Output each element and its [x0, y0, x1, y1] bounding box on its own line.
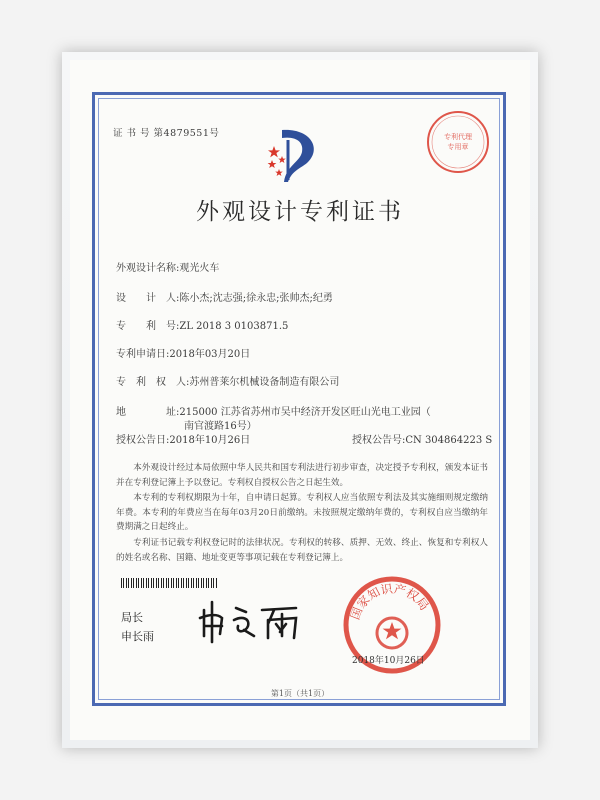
- field-label: 授权公告日:: [116, 435, 170, 446]
- field-label: 专 利 权 人:: [116, 377, 190, 388]
- field-label: 设 计 人:: [116, 293, 180, 304]
- page-title: 外观设计专利证书: [196, 199, 404, 225]
- paragraph: 本外观设计经过本局依照中华人民共和国专利法进行初步审查，决定授予专利权，颁发本证书并在专利登记簿上予以登记。专利权自授权公告之日起生效。: [116, 463, 488, 488]
- barcode: [121, 578, 217, 588]
- field-value: ZL 2018 3 0103871.5: [179, 321, 289, 332]
- field-value: 2018年03月20日: [169, 349, 251, 360]
- director-name: 申长雨: [121, 630, 154, 643]
- paragraph: 本专利的专利权期限为十年，自申请日起算。专利权人应当依照专利法及其实施细则规定缴纳年费。本专利的年费应当在每年03月20日前缴纳。未按照规定缴纳年费的，专利权自应当缴纳年费期满之日起终止。: [116, 493, 488, 533]
- field-address: [116, 406, 431, 420]
- field-label: 专 利 号:: [116, 321, 180, 332]
- agency-seal-icon: [425, 109, 491, 175]
- field-value: 2018年10月26日: [169, 435, 251, 446]
- field-value: 观光火车: [179, 263, 220, 274]
- grant-publication-number: 授权公告号:CN 304864223 S: [352, 435, 493, 446]
- field-label: 外观设计名称:: [116, 263, 180, 274]
- patent-office-logo-icon: [262, 124, 328, 186]
- field-label: 专利申请日:: [116, 349, 170, 360]
- field-designers: [116, 292, 333, 306]
- field-design-name: [116, 262, 219, 276]
- field-value: 苏州普莱尔机械设备制造有限公司: [189, 377, 340, 388]
- page-footer: 第1页（共1页）: [270, 689, 330, 698]
- certificate-number: 证 书 号 第4879551号: [113, 128, 220, 139]
- handwritten-signature: [196, 596, 306, 644]
- seal-date: 2018年10月26日: [352, 656, 425, 666]
- body-paragraphs: [116, 461, 488, 566]
- field-address-line2: 南官渡路16号）: [184, 421, 257, 432]
- field-patentee: [116, 376, 339, 390]
- director-title: 局长: [121, 611, 143, 624]
- field-patent-number: [116, 320, 288, 334]
- svg-text:专用章: 专用章: [447, 143, 469, 151]
- field-grant-date: [116, 434, 250, 448]
- field-value: 陈小杰;沈志强;徐永忠;张帅杰;纪勇: [179, 293, 333, 304]
- svg-text:专利代理: 专利代理: [444, 133, 472, 141]
- field-value: 215000 江苏省苏州市吴中经济开发区旺山光电工业园（: [179, 407, 431, 418]
- field-application-date: [116, 348, 250, 362]
- paragraph: 专利证书记载专利权登记时的法律状况。专利权的转移、质押、无效、终止、恢复和专利权人的姓名或名称、国籍、地址变更等事项记载在专利登记簿上。: [116, 537, 488, 563]
- svg-text:国家知识产权局: 国家知识产权局: [347, 581, 432, 622]
- field-label: 地 址:: [116, 407, 180, 418]
